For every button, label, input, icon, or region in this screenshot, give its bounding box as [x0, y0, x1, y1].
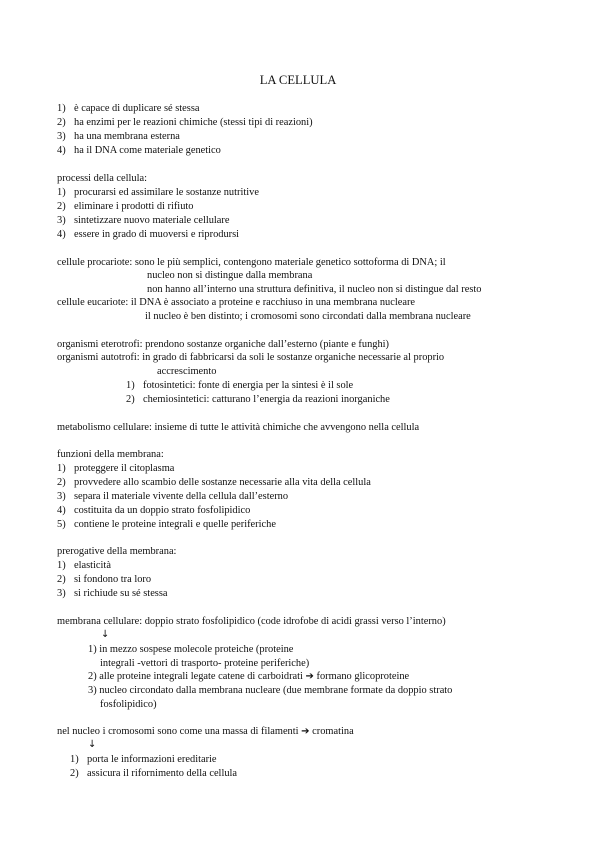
membrana-item: integrali -vettori di trasporto- proteine periferiche)	[100, 658, 310, 669]
membrana-item: 1) in mezzo sospese molecole proteiche (proteine	[88, 644, 294, 655]
list-item: 2) chemiosintetici: catturano l’energia da reazioni inorganiche	[126, 394, 390, 405]
list-item: 2) ha enzimi per le reazioni chimiche (stessi tipi di reazioni)	[57, 117, 313, 128]
down-arrow-icon: ↓	[88, 739, 97, 750]
list-item: 2) provvedere allo scambio delle sostanze necessarie alla vita della cellula	[57, 477, 371, 488]
membrana-item: 2) alle proteine integrali legate catene di carboidrati ➔ formano glicoproteine	[88, 671, 410, 682]
list-item: 1) proteggere il citoplasma	[57, 463, 175, 474]
procariote-line: cellule procariote: sono le più semplici, contengono materiale genetico sottoforma di DNA; il	[57, 257, 446, 268]
list-item: 4) essere in grado di muoversi e riprodursi	[57, 229, 240, 240]
list-item: 5) contiene le proteine integrali e quelle periferiche	[57, 519, 276, 530]
membrana-item: 3) nucleo circondato dalla membrana nucleare (due membrane formate da doppio strato	[88, 685, 453, 696]
list-item: 2) assicura il rifornimento della cellula	[70, 768, 238, 779]
list-item: 2) eliminare i prodotti di rifiuto	[57, 201, 194, 212]
list-item: 3) separa il materiale vivente della cellula dall’esterno	[57, 491, 289, 502]
list-item: 3) sintetizzare nuovo materiale cellulare	[57, 215, 230, 226]
procariote-line: nucleo non si distingue dalla membrana	[147, 270, 313, 281]
page-title: LA CELLULA	[259, 73, 337, 87]
list-item: 1) elasticità	[57, 560, 111, 571]
metabolismo-line: metabolismo cellulare: insieme di tutte le attività chimiche che avvengono nella cellula	[57, 422, 420, 433]
down-arrow-icon: ↓	[101, 629, 110, 640]
eterotrofi-line: organismi eterotrofi: prendono sostanze organiche dall’esterno (piante e funghi)	[57, 339, 390, 350]
section-heading-processi: processi della cellula:	[57, 173, 148, 184]
nucleo-line: nel nucleo i cromosomi sono come una massa di filamenti ➔ cromatina	[57, 726, 354, 737]
list-item: 1) porta le informazioni ereditarie	[70, 754, 217, 765]
membrana-item: fosfolipidico)	[100, 699, 157, 710]
autotrofi-line: accrescimento	[157, 366, 217, 377]
procariote-line: non hanno all’interno una struttura definitiva, il nucleo non si distingue dal resto	[147, 284, 482, 295]
list-item: 4) ha il DNA come materiale genetico	[57, 145, 221, 156]
list-item: 3) ha una membrana esterna	[57, 131, 180, 142]
list-item: 1) fotosintetici: fonte di energia per la sintesi è il sole	[126, 380, 354, 391]
autotrofi-line: organismi autotrofi: in grado di fabbricarsi da soli le sostanze organiche necessarie al proprio	[57, 352, 445, 363]
list-item: 3) si richiude su sé stessa	[57, 588, 168, 599]
list-item: 1) procurarsi ed assimilare le sostanze nutritive	[57, 187, 259, 198]
list-item: 1) è capace di duplicare sé stessa	[57, 103, 200, 114]
list-item: 2) si fondono tra loro	[57, 574, 152, 585]
eucariote-line: cellule eucariote: il DNA è associato a proteine e racchiuso in una membrana nucleare	[57, 297, 416, 308]
eucariote-line: il nucleo è ben distinto; i cromosomi sono circondati dalla membrana nucleare	[145, 311, 471, 322]
right-arrow-icon: ➔	[301, 726, 310, 737]
list-item: 4) costituita da un doppio strato fosfolipidico	[57, 505, 251, 516]
section-heading-funzioni: funzioni della membrana:	[57, 449, 164, 460]
membrana-line: membrana cellulare: doppio strato fosfolipidico (code idrofobe di acidi grassi verso l’interno)	[57, 616, 446, 627]
right-arrow-icon: ➔	[305, 671, 314, 682]
section-heading-prerogative: prerogative della membrana:	[57, 546, 177, 557]
